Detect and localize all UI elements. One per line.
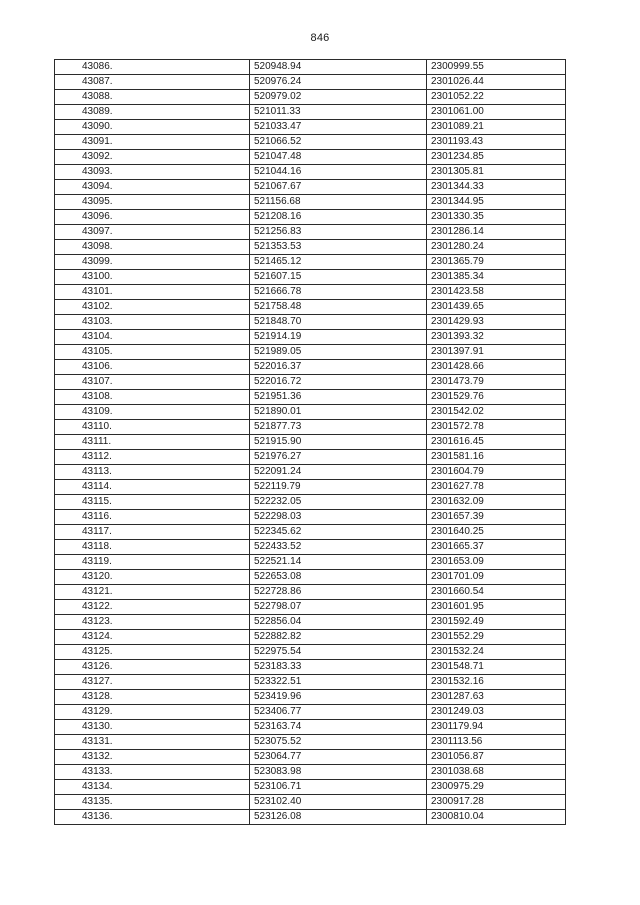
x-coordinate-cell: 521989.05 [250,345,427,360]
table-row [55,510,566,525]
table-row [55,735,566,750]
table-row [55,135,566,150]
point-id-cell: 43106. [55,360,250,375]
x-coordinate-cell: 522798.07 [250,600,427,615]
y-coordinate-cell: 2301601.95 [427,600,566,615]
table-row [55,600,566,615]
table-row [55,570,566,585]
table-row [55,270,566,285]
table-row [55,360,566,375]
table-row [55,210,566,225]
x-coordinate-cell: 521044.16 [250,165,427,180]
point-id-cell: 43100. [55,270,250,285]
point-id-cell: 43088. [55,90,250,105]
point-id-cell: 43089. [55,105,250,120]
point-id-cell: 43115. [55,495,250,510]
x-coordinate-cell: 521067.67 [250,180,427,195]
table-row [55,615,566,630]
point-id-cell: 43101. [55,285,250,300]
point-id-cell: 43119. [55,555,250,570]
table-row [55,420,566,435]
table-row [55,780,566,795]
point-id-cell: 43130. [55,720,250,735]
y-coordinate-cell: 2301632.09 [427,495,566,510]
table-row [55,345,566,360]
point-id-cell: 43110. [55,420,250,435]
x-coordinate-cell: 523106.71 [250,780,427,795]
x-coordinate-cell: 522016.72 [250,375,427,390]
point-id-cell: 43091. [55,135,250,150]
x-coordinate-cell: 522882.82 [250,630,427,645]
x-coordinate-cell: 522232.05 [250,495,427,510]
x-coordinate-cell: 521890.01 [250,405,427,420]
table-row [55,255,566,270]
y-coordinate-cell: 2301344.95 [427,195,566,210]
point-id-cell: 43102. [55,300,250,315]
x-coordinate-cell: 523419.96 [250,690,427,705]
table-row [55,300,566,315]
y-coordinate-cell: 2301640.25 [427,525,566,540]
point-id-cell: 43112. [55,450,250,465]
x-coordinate-cell: 521976.27 [250,450,427,465]
y-coordinate-cell: 2301653.09 [427,555,566,570]
table-row [55,525,566,540]
point-id-cell: 43096. [55,210,250,225]
y-coordinate-cell: 2300917.28 [427,795,566,810]
table-row [55,480,566,495]
point-id-cell: 43126. [55,660,250,675]
y-coordinate-cell: 2301542.02 [427,405,566,420]
coordinates-table [54,59,566,825]
x-coordinate-cell: 521465.12 [250,255,427,270]
y-coordinate-cell: 2301286.14 [427,225,566,240]
table-row [55,495,566,510]
table-row [55,630,566,645]
point-id-cell: 43117. [55,525,250,540]
x-coordinate-cell: 520948.94 [250,60,427,75]
y-coordinate-cell: 2301385.34 [427,270,566,285]
table-row [55,75,566,90]
y-coordinate-cell: 2301616.45 [427,435,566,450]
table-row [55,645,566,660]
x-coordinate-cell: 522521.14 [250,555,427,570]
table-row [55,705,566,720]
point-id-cell: 43114. [55,480,250,495]
y-coordinate-cell: 2301234.85 [427,150,566,165]
y-coordinate-cell: 2301627.78 [427,480,566,495]
x-coordinate-cell: 520976.24 [250,75,427,90]
x-coordinate-cell: 521066.52 [250,135,427,150]
y-coordinate-cell: 2301552.29 [427,630,566,645]
table-row [55,285,566,300]
y-coordinate-cell: 2301423.58 [427,285,566,300]
point-id-cell: 43113. [55,465,250,480]
y-coordinate-cell: 2301532.24 [427,645,566,660]
point-id-cell: 43134. [55,780,250,795]
x-coordinate-cell: 521914.19 [250,330,427,345]
x-coordinate-cell: 523163.74 [250,720,427,735]
y-coordinate-cell: 2301529.76 [427,390,566,405]
y-coordinate-cell: 2301665.37 [427,540,566,555]
table-row [55,375,566,390]
point-id-cell: 43095. [55,195,250,210]
x-coordinate-cell: 522298.03 [250,510,427,525]
table-row [55,90,566,105]
y-coordinate-cell: 2301548.71 [427,660,566,675]
point-id-cell: 43107. [55,375,250,390]
y-coordinate-cell: 2301365.79 [427,255,566,270]
y-coordinate-cell: 2301532.16 [427,675,566,690]
x-coordinate-cell: 523126.08 [250,810,427,825]
point-id-cell: 43132. [55,750,250,765]
point-id-cell: 43109. [55,405,250,420]
x-coordinate-cell: 523183.33 [250,660,427,675]
x-coordinate-cell: 523406.77 [250,705,427,720]
x-coordinate-cell: 523083.98 [250,765,427,780]
point-id-cell: 43131. [55,735,250,750]
point-id-cell: 43111. [55,435,250,450]
x-coordinate-cell: 521607.15 [250,270,427,285]
y-coordinate-cell: 2301249.03 [427,705,566,720]
y-coordinate-cell: 2301280.24 [427,240,566,255]
y-coordinate-cell: 2301439.65 [427,300,566,315]
page-number: 846 [310,32,330,44]
point-id-cell: 43103. [55,315,250,330]
x-coordinate-cell: 522975.54 [250,645,427,660]
y-coordinate-cell: 2300975.29 [427,780,566,795]
x-coordinate-cell: 521758.48 [250,300,427,315]
x-coordinate-cell: 522119.79 [250,480,427,495]
x-coordinate-cell: 522653.08 [250,570,427,585]
table-row [55,150,566,165]
y-coordinate-cell: 2301397.91 [427,345,566,360]
x-coordinate-cell: 521033.47 [250,120,427,135]
point-id-cell: 43127. [55,675,250,690]
x-coordinate-cell: 521353.53 [250,240,427,255]
point-id-cell: 43092. [55,150,250,165]
coordinates-table-body [55,60,566,825]
table-row [55,585,566,600]
y-coordinate-cell: 2300810.04 [427,810,566,825]
table-row [55,555,566,570]
y-coordinate-cell: 2301305.81 [427,165,566,180]
x-coordinate-cell: 521877.73 [250,420,427,435]
x-coordinate-cell: 521951.36 [250,390,427,405]
x-coordinate-cell: 520979.02 [250,90,427,105]
x-coordinate-cell: 521047.48 [250,150,427,165]
table-row [55,720,566,735]
x-coordinate-cell: 522345.62 [250,525,427,540]
x-coordinate-cell: 521156.68 [250,195,427,210]
x-coordinate-cell: 521915.90 [250,435,427,450]
x-coordinate-cell: 522728.86 [250,585,427,600]
y-coordinate-cell: 2301089.21 [427,120,566,135]
point-id-cell: 43108. [55,390,250,405]
point-id-cell: 43105. [55,345,250,360]
point-id-cell: 43125. [55,645,250,660]
y-coordinate-cell: 2301657.39 [427,510,566,525]
point-id-cell: 43128. [55,690,250,705]
y-coordinate-cell: 2301473.79 [427,375,566,390]
x-coordinate-cell: 521011.33 [250,105,427,120]
x-coordinate-cell: 522433.52 [250,540,427,555]
y-coordinate-cell: 2301026.44 [427,75,566,90]
x-coordinate-cell: 522856.04 [250,615,427,630]
table-row [55,165,566,180]
x-coordinate-cell: 522016.37 [250,360,427,375]
point-id-cell: 43120. [55,570,250,585]
point-id-cell: 43136. [55,810,250,825]
x-coordinate-cell: 521848.70 [250,315,427,330]
y-coordinate-cell: 2301429.93 [427,315,566,330]
x-coordinate-cell: 523102.40 [250,795,427,810]
table-row [55,540,566,555]
point-id-cell: 43129. [55,705,250,720]
table-row [55,690,566,705]
point-id-cell: 43121. [55,585,250,600]
table-row [55,465,566,480]
table-row [55,240,566,255]
x-coordinate-cell: 523322.51 [250,675,427,690]
y-coordinate-cell: 2300999.55 [427,60,566,75]
table-row [55,660,566,675]
table-row [55,765,566,780]
x-coordinate-cell: 523075.52 [250,735,427,750]
y-coordinate-cell: 2301056.87 [427,750,566,765]
point-id-cell: 43124. [55,630,250,645]
table-row [55,810,566,825]
point-id-cell: 43094. [55,180,250,195]
table-row [55,405,566,420]
y-coordinate-cell: 2301572.78 [427,420,566,435]
y-coordinate-cell: 2301061.00 [427,105,566,120]
x-coordinate-cell: 523064.77 [250,750,427,765]
y-coordinate-cell: 2301113.56 [427,735,566,750]
y-coordinate-cell: 2301393.32 [427,330,566,345]
y-coordinate-cell: 2301604.79 [427,465,566,480]
point-id-cell: 43135. [55,795,250,810]
table-row [55,675,566,690]
y-coordinate-cell: 2301592.49 [427,615,566,630]
table-row [55,225,566,240]
x-coordinate-cell: 521208.16 [250,210,427,225]
table-row [55,105,566,120]
y-coordinate-cell: 2301344.33 [427,180,566,195]
point-id-cell: 43087. [55,75,250,90]
point-id-cell: 43122. [55,600,250,615]
x-coordinate-cell: 521666.78 [250,285,427,300]
point-id-cell: 43086. [55,60,250,75]
y-coordinate-cell: 2301179.94 [427,720,566,735]
point-id-cell: 43123. [55,615,250,630]
y-coordinate-cell: 2301660.54 [427,585,566,600]
table-row [55,60,566,75]
table-row [55,390,566,405]
y-coordinate-cell: 2301193.43 [427,135,566,150]
table-row [55,315,566,330]
point-id-cell: 43118. [55,540,250,555]
table-row [55,450,566,465]
table-row [55,435,566,450]
table-row [55,120,566,135]
point-id-cell: 43104. [55,330,250,345]
table-row [55,750,566,765]
table-row [55,180,566,195]
y-coordinate-cell: 2301052.22 [427,90,566,105]
table-row [55,795,566,810]
point-id-cell: 43099. [55,255,250,270]
y-coordinate-cell: 2301038.68 [427,765,566,780]
point-id-cell: 43093. [55,165,250,180]
point-id-cell: 43090. [55,120,250,135]
x-coordinate-cell: 521256.83 [250,225,427,240]
y-coordinate-cell: 2301330.35 [427,210,566,225]
point-id-cell: 43116. [55,510,250,525]
table-row [55,330,566,345]
y-coordinate-cell: 2301287.63 [427,690,566,705]
y-coordinate-cell: 2301701.09 [427,570,566,585]
x-coordinate-cell: 522091.24 [250,465,427,480]
point-id-cell: 43098. [55,240,250,255]
y-coordinate-cell: 2301581.16 [427,450,566,465]
y-coordinate-cell: 2301428.66 [427,360,566,375]
table-row [55,195,566,210]
point-id-cell: 43133. [55,765,250,780]
point-id-cell: 43097. [55,225,250,240]
